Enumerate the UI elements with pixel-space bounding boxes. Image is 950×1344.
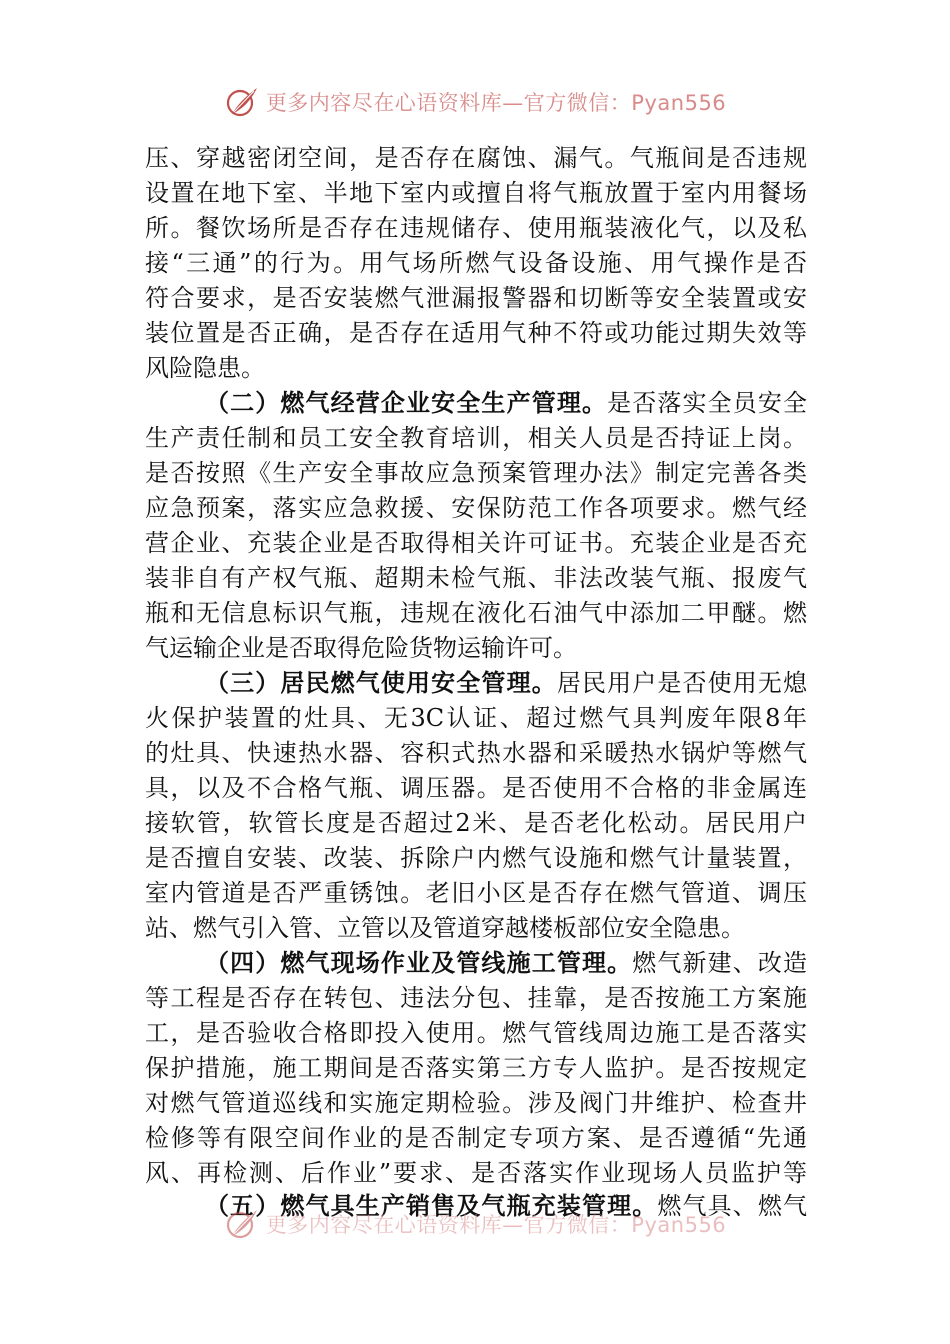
text-line: 风、再检测、后作业”要求、是否落实作业现场人员监护等	[145, 1159, 807, 1187]
text-line: 设置在地下室、半地下室内或擅自将气瓶放置于室内用餐场	[145, 179, 807, 207]
text-line: 检修等有限空间作业的是否制定专项方案、是否遵循“先通	[145, 1124, 807, 1152]
section-heading: （二）燃气经营企业安全生产管理。	[205, 388, 608, 417]
section-5-first-line: （五）燃气具生产销售及气瓶充装管理。燃气具、燃气	[205, 1191, 807, 1220]
text-line: 室内管道是否严重锈蚀。老旧小区是否存在燃气管道、调压	[145, 879, 807, 907]
watermark-header	[0, 82, 950, 122]
watermark-text: 更多内容尽在心语资料库—官方微信：Pyan556	[265, 1213, 727, 1237]
text-line: 装非自有产权气瓶、超期未检气瓶、非法改装气瓶、报废气	[145, 564, 807, 592]
text-line: 接“三通”的行为。用气场所燃气设备设施、用气操作是否	[145, 249, 807, 277]
text-line: 等工程是否存在转包、违法分包、挂靠，是否按施工方案施	[145, 984, 807, 1012]
text-line: 生产责任制和员工安全教育培训，相关人员是否持证上岗。	[145, 424, 807, 452]
text-line: 压、穿越密闭空间，是否存在腐蚀、漏气。气瓶间是否违规	[145, 144, 807, 172]
text-line: 工，是否验收合格即投入使用。燃气管线周边施工是否落实	[145, 1019, 807, 1047]
text-line: 是否擅自安装、改装、拆除户内燃气设施和燃气计量装置，	[145, 844, 807, 872]
text-line: 对燃气管道巡线和实施定期检验。涉及阀门井维护、检查井	[145, 1089, 807, 1117]
text-line: 气运输企业是否取得危险货物运输许可。	[145, 634, 577, 662]
text-line: 装位置是否正确，是否存在适用气种不符或功能过期失效等	[145, 319, 807, 347]
text-line: 保护措施，施工期间是否落实第三方专人监护。是否按规定	[145, 1054, 807, 1082]
text-line: 风险隐患。	[145, 354, 265, 382]
text-line: 瓶和无信息标识气瓶，违规在液化石油气中添加二甲醚。燃	[145, 599, 807, 627]
text-line: 的灶具、快速热水器、容积式热水器和采暖热水锅炉等燃气	[145, 739, 807, 767]
text-line: 是否按照《生产安全事故应急预案管理办法》制定完善各类	[145, 459, 807, 487]
quill-logo-icon	[224, 84, 260, 120]
section-heading: （四）燃气现场作业及管线施工管理。	[205, 948, 633, 977]
watermark-text: 更多内容尽在心语资料库—官方微信：Pyan556	[265, 91, 727, 115]
text-line: 具，以及不合格气瓶、调压器。是否使用不合格的非金属连	[145, 774, 807, 802]
text-line: 应急预案，落实应急救援、安保防范工作各项要求。燃气经	[145, 494, 807, 522]
text-line: 符合要求，是否安装燃气泄漏报警器和切断等安全装置或安	[145, 284, 807, 312]
text-line: 所。餐饮场所是否存在违规储存、使用瓶装液化气，以及私	[145, 214, 807, 242]
section-heading: （五）燃气具生产销售及气瓶充装管理。	[205, 1191, 658, 1220]
section-4-first-line: （四）燃气现场作业及管线施工管理。燃气新建、改造	[205, 948, 807, 977]
section-2-first-line: （二）燃气经营企业安全生产管理。是否落实全员安全	[205, 388, 807, 417]
text-line: 站、燃气引入管、立管以及管道穿越楼板部位安全隐患。	[145, 914, 745, 942]
section-heading: （三）居民燃气使用安全管理。	[205, 668, 557, 697]
text-line: 营企业、充装企业是否取得相关许可证书。充装企业是否充	[145, 529, 807, 557]
text-line: 火保护装置的灶具、无3C认证、超过燃气具判废年限8年	[145, 704, 807, 732]
section-3-first-line: （三）居民燃气使用安全管理。居民用户是否使用无熄	[205, 668, 807, 697]
quill-logo-icon	[224, 1206, 260, 1242]
text-line: 接软管，软管长度是否超过2米、是否老化松动。居民用户	[145, 809, 807, 837]
watermark-footer	[0, 1204, 950, 1244]
